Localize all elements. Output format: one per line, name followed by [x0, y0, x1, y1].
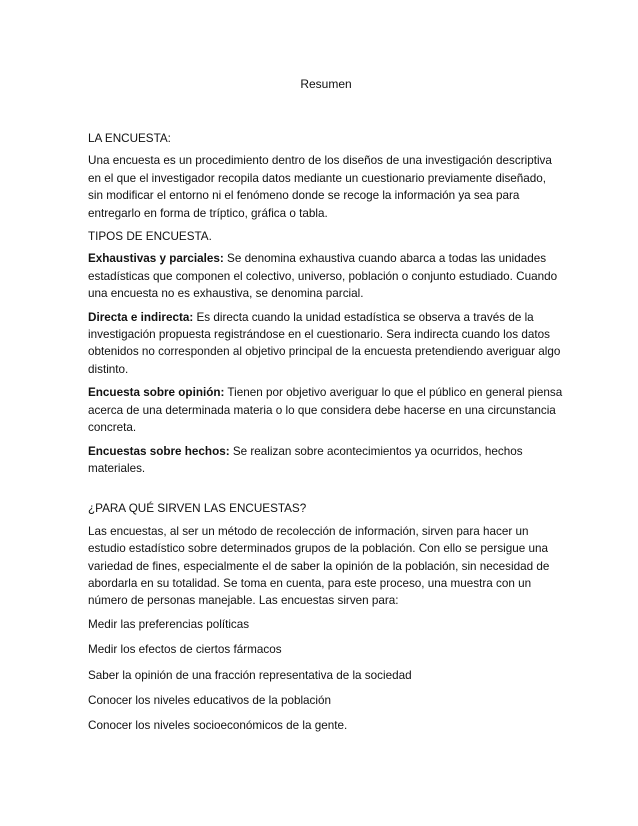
- section-tipos-encuesta: [88, 228, 564, 477]
- type-item-directa-indirecta: [88, 309, 564, 379]
- use-item-farmacos: Medir los efectos de ciertos fármacos: [88, 643, 282, 657]
- section-heading-la-encuesta: LA ENCUESTA:: [88, 132, 171, 145]
- type-term-directa-indirecta: Directa e indirecta:: [88, 310, 194, 324]
- type-text-directa-indirecta: Es directa cuando la unidad estadística se observa a través de la investigación propuesta registrándose en el cuestionario. Sera indirecta cuando los datos obtenidos no corresponden al objetivo principal de la encuesta pretendiendo averiguar algo distinto.: [88, 310, 561, 376]
- type-item-opinion: [88, 384, 564, 436]
- type-text-opinion: Tienen por objetivo averiguar lo que el público en general piensa acerca de una determinada materia o lo que considera debe hacerse en una circunstancia concreta.: [88, 386, 563, 435]
- use-item-preferencias: Medir las preferencias políticas: [88, 617, 250, 631]
- type-term-opinion: Encuesta sobre opinión:: [88, 386, 225, 400]
- type-term-hechos: Encuestas sobre hechos:: [88, 444, 230, 458]
- use-item-socioeconomicos: Conocer los niveles socioeconómicos de la gente.: [88, 719, 348, 733]
- section-heading-tipos: TIPOS DE ENCUESTA.: [88, 230, 212, 244]
- section-spacer: [88, 483, 564, 500]
- type-text-hechos: Se realizan sobre acontecimientos ya ocurridos, hechos materiales.: [88, 444, 523, 475]
- type-item-hechos: [88, 443, 564, 478]
- use-item-educativos: Conocer los niveles educativos de la población: [88, 693, 331, 707]
- section-heading-para-que: ¿PARA QUÉ SIRVEN LAS ENCUESTAS?: [88, 502, 307, 516]
- use-item-opinion: Saber la opinión de una fracción representativa de la sociedad: [88, 668, 412, 682]
- type-item-exhaustivas: [88, 250, 564, 302]
- paragraph-definition: Una encuesta es un procedimiento dentro de los diseños de una investigación descriptiva en el que el investigador recopila datos mediante un cuestionario previamente diseñado, sin modificar el entorno ni el fenómeno donde se recoge la información ya sea para entregarlo en forma de tríptico, gráfica o tabla.: [88, 154, 552, 220]
- section-la-encuesta: [88, 130, 564, 222]
- document-title: Resumen: [300, 77, 352, 91]
- type-text-exhaustivas: Se denomina exhaustiva cuando abarca a todas las unidades estadísticas que componen el colectivo, universo, población o conjunto estudiado. Cuando una encuesta no es exhaustiva, se denomina parcial.: [88, 252, 558, 301]
- type-term-exhaustivas: Exhaustivas y parciales:: [88, 252, 224, 266]
- section-para-que-sirven: [88, 500, 564, 734]
- paragraph-uses: Las encuestas, al ser un método de recolección de información, sirven para hacer un estudio estadístico sobre determinados grupos de la población. Con ello se persigue una variedad de fines, especialmente el de saber la opinión de la población, sin necesidad de abordarla en su totalidad. Se toma en cuenta, para este proceso, una muestra con un número de personas manejable. Las encuestas sirven para:: [88, 524, 550, 608]
